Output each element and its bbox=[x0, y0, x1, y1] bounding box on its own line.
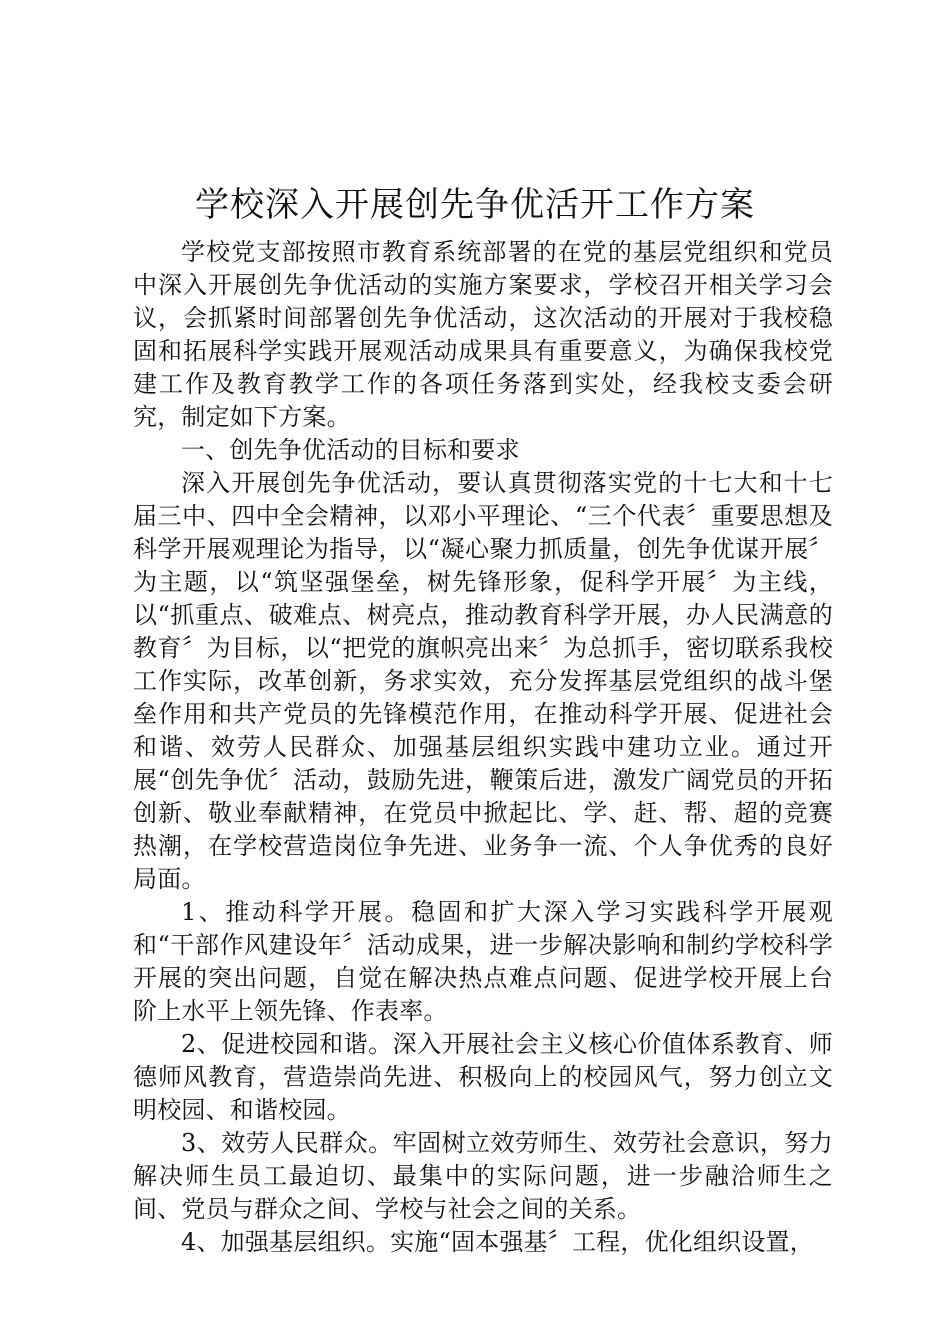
item-2-paragraph: 2、促进校园和谐。深入开展社会主义核心价值体系教育、师德师风教育，营造崇尚先进、积极向上的校园风气，努力创立文明校园、和谐校园。 bbox=[133, 1030, 833, 1124]
item-1-paragraph: 1、推动科学开展。稳固和扩大深入学习实践科学开展观和“干部作风建设年〞活动成果，进一步解决影响和制约学校科学开展的突出问题，自觉在解决热点难点问题、促进学校开展上台阶上水平上领先锋、作表率。 bbox=[133, 898, 833, 1025]
section-heading-goals: 一、创先争优活动的目标和要求 bbox=[181, 436, 520, 464]
goals-paragraph: 深入开展创先争优活动，要认真贯彻落实党的十七大和十七届三中、四中全会精神，以邓小平理论、“三个代表〞重要思想及科学开展观理论为指导，以“凝心聚力抓质量，创先争优谋开展〞为主题，以“筑坚强堡垒，树先锋形象，促科学开展〞为主线，以“抓重点、破难点、树亮点，推动教育科学开展，办人民满意的教育〞为目标，以“把党的旗帜亮出来〞为总抓手，密切联系我校工作实际，改革创新，务求实效，充分发挥基层党组织的战斗堡垒作用和共产党员的先锋模范作用，在推动科学开展、促进社会和谐、效劳人民群众、加强基层组织实践中建功立业。通过开展“创先争优〞活动，鼓励先进，鞭策后进，激发广阔党员的开拓创新、敬业奉献精神，在党员中掀起比、学、赶、帮、超的竞赛热潮，在学校营造岗位争先进、业务争一流、个人争优秀的良好局面。 bbox=[133, 469, 833, 893]
document-title: 学校深入开展创先争优活开工作方案 bbox=[195, 185, 755, 225]
item-3-paragraph: 3、效劳人民群众。牢固树立效劳师生、效劳社会意识，努力解决师生员工最迫切、最集中的实际问题，进一步融洽师生之间、党员与群众之间、学校与社会之间的关系。 bbox=[133, 1129, 833, 1223]
document-body bbox=[133, 236, 833, 1259]
intro-paragraph: 学校党支部按照市教育系统部署的在党的基层党组织和党员中深入开展创先争优活动的实施方案要求，学校召开相关学习会议，会抓紧时间部署创先争优活动，这次活动的开展对于我校稳固和拓展科学实践开展观活动成果具有重要意义，为确保我校党建工作及教育教学工作的各项任务落到实处，经我校支委会研究，制定如下方案。 bbox=[133, 238, 833, 431]
item-4-paragraph: 4、加强基层组织。实施“固本强基〞工程，优化组织设置， bbox=[181, 1228, 814, 1256]
